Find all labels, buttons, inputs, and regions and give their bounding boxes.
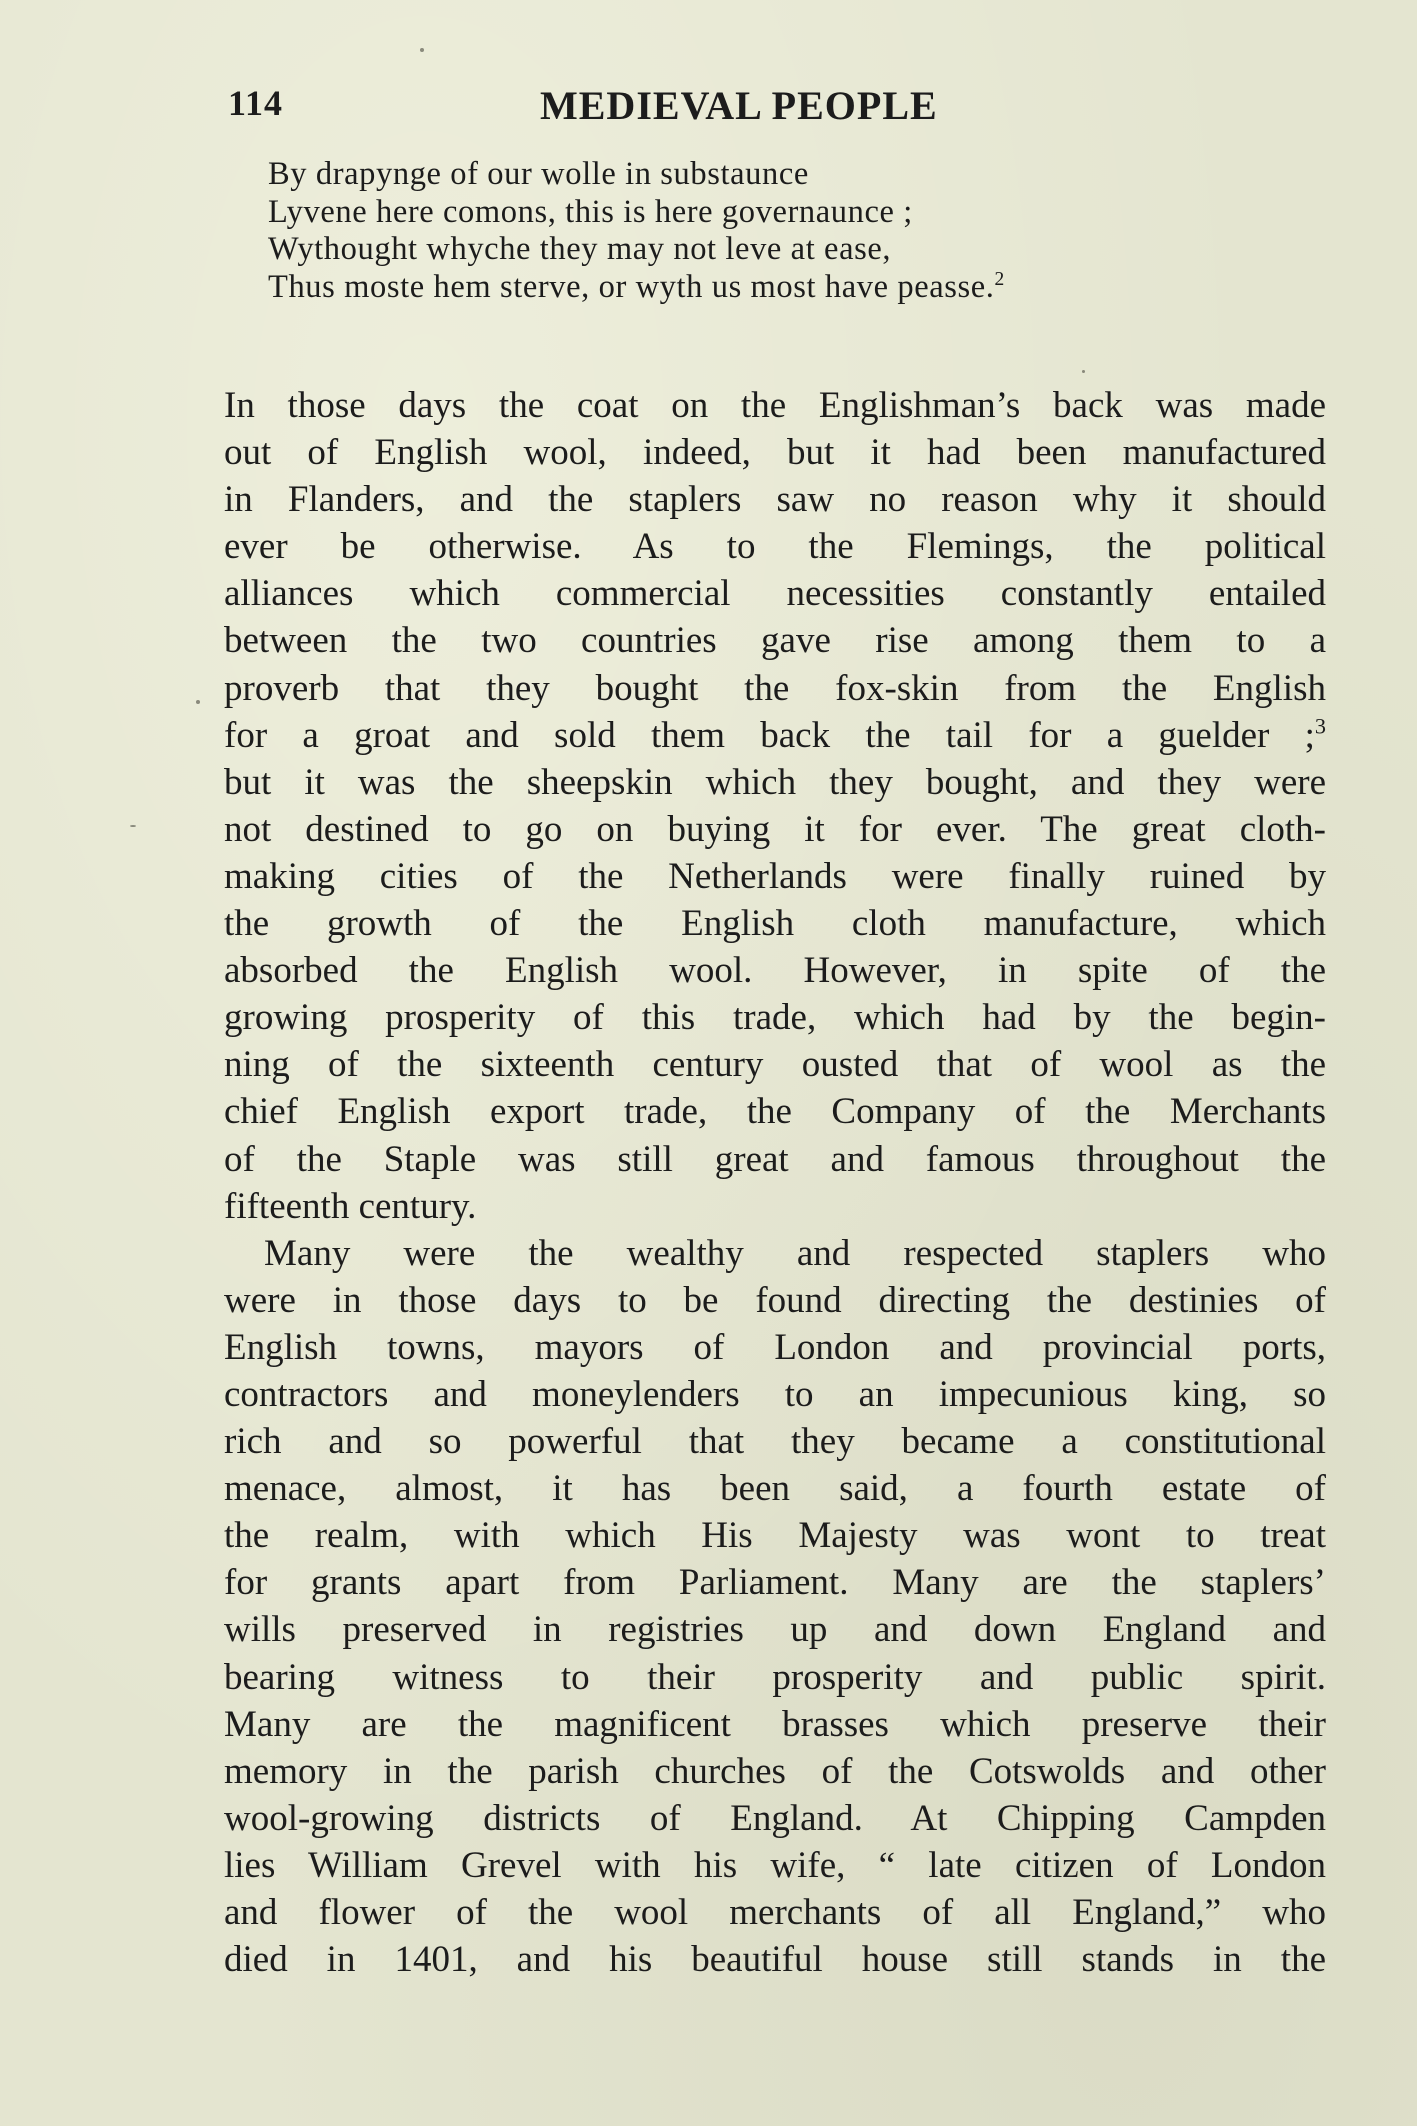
footnote-marker: 3 bbox=[1314, 713, 1326, 739]
text-line: making cities of the Netherlands were finally ruined by bbox=[224, 855, 1326, 897]
paper-speck bbox=[196, 700, 200, 704]
text-line-content: for a groat and sold them back the tail for a guelder ; bbox=[224, 714, 1315, 756]
paragraph bbox=[224, 1230, 1326, 1984]
text-line bbox=[224, 712, 1326, 759]
verse-quotation bbox=[268, 156, 1318, 306]
verse-line: By drapynge of our wolle in substaunce bbox=[268, 156, 809, 192]
text-line: in Flanders, and the staplers saw no reason why it should bbox=[224, 479, 1326, 521]
text-line: were in those days to be found directing the destinies of bbox=[224, 1279, 1326, 1321]
text-line: wills preserved in registries up and down England and bbox=[224, 1609, 1326, 1651]
text-line: contractors and moneylenders to an impecunious king, so bbox=[224, 1373, 1326, 1415]
text-line: died in 1401, and his beautiful house still stands in the bbox=[224, 1939, 1326, 1981]
text-line: In those days the coat on the Englishman’s back was made bbox=[224, 385, 1326, 426]
text-line: Many are the magnificent brasses which preserve their bbox=[224, 1703, 1326, 1745]
text-line: out of English wool, indeed, but it had been manufactured bbox=[224, 432, 1326, 474]
text-line: but it was the sheepskin which they bought, and they were bbox=[224, 761, 1326, 803]
body-text bbox=[224, 382, 1326, 1983]
paper-speck bbox=[1082, 370, 1085, 373]
verse-line-text: Thus moste hem sterve, or wyth us most have peasse. bbox=[268, 268, 995, 305]
text-line: Many were the wealthy and respected staplers who bbox=[264, 1232, 1326, 1274]
text-line: growing prosperity of this trade, which had by the begin- bbox=[224, 997, 1326, 1039]
text-line: ning of the sixteenth century ousted that of wool as the bbox=[224, 1044, 1326, 1086]
text-line: menace, almost, it has been said, a fourth estate of bbox=[224, 1468, 1326, 1510]
text-line: for grants apart from Parliament. Many are the staplers’ bbox=[224, 1562, 1326, 1604]
paper-speck bbox=[130, 825, 136, 827]
text-line: rich and so powerful that they became a constitutional bbox=[224, 1421, 1326, 1463]
text-line: bearing witness to their prosperity and public spirit. bbox=[224, 1656, 1326, 1698]
text-line: of the Staple was still great and famous throughout the bbox=[224, 1138, 1326, 1180]
text-line: English towns, mayors of London and provincial ports, bbox=[224, 1326, 1326, 1368]
footnote-marker: 2 bbox=[994, 268, 1005, 290]
text-line: and flower of the wool merchants of all England,” who bbox=[224, 1892, 1326, 1933]
page-number: 114 bbox=[228, 83, 284, 123]
text-line: lies William Grevel with his wife, “ late citizen of London bbox=[224, 1844, 1326, 1886]
text-line: the growth of the English cloth manufacture, which bbox=[224, 903, 1326, 945]
running-title: MEDIEVAL PEOPLE bbox=[540, 83, 938, 128]
text-line: the realm, with which His Majesty was wont to treat bbox=[224, 1515, 1326, 1557]
paper-speck bbox=[420, 48, 424, 52]
verse-line: Wythought whyche they may not leve at ease, bbox=[268, 231, 892, 267]
text-line: between the two countries gave rise among them to a bbox=[224, 620, 1326, 662]
text-line: ever be otherwise. As to the Flemings, the political bbox=[224, 526, 1326, 568]
text-line: chief English export trade, the Company of the Merchants bbox=[224, 1091, 1326, 1133]
verse-line bbox=[268, 269, 1318, 307]
text-line: not destined to go on buying it for ever. The great cloth- bbox=[224, 808, 1326, 850]
text-line: absorbed the English wool. However, in spite of the bbox=[224, 950, 1326, 992]
text-line: proverb that they bought the fox-skin from the English bbox=[224, 667, 1326, 709]
text-line: fifteenth century. bbox=[224, 1185, 477, 1227]
paragraph bbox=[224, 382, 1326, 1230]
text-line: wool-growing districts of England. At Chipping Campden bbox=[224, 1797, 1326, 1839]
text-line: alliances which commercial necessities constantly entailed bbox=[224, 573, 1326, 615]
verse-line: Lyvene here comons, this is here governaunce ; bbox=[268, 193, 913, 230]
text-line: memory in the parish churches of the Cotswolds and other bbox=[224, 1750, 1326, 1792]
page-header bbox=[228, 82, 1328, 142]
